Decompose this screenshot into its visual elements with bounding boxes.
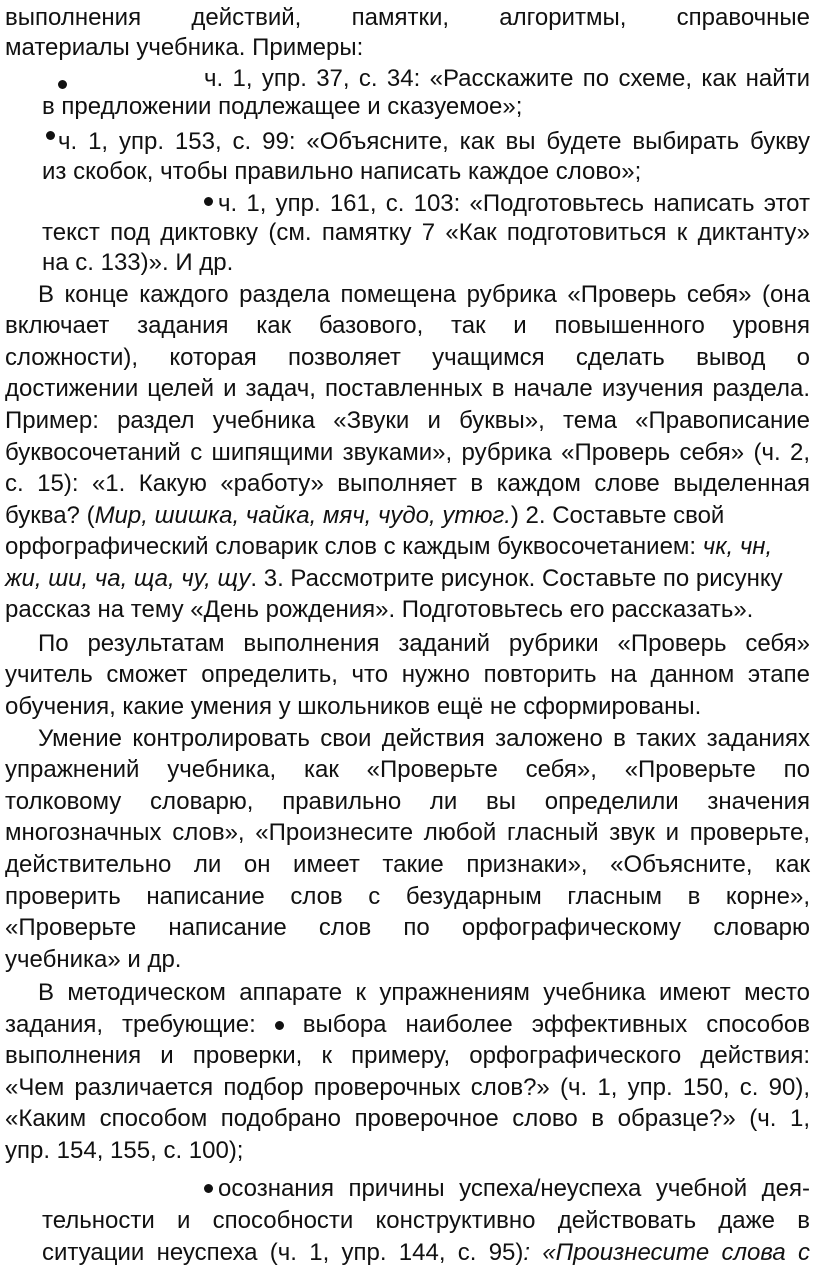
text-line: жи, ши, ча, ща, чу, щу. 3. Рассмотрите рисунок. Составьте по рисунку bbox=[5, 565, 783, 592]
text-line: буквосочетаний с шипящими звуками», рубрика «Проверь себя» (ч. 2, bbox=[5, 439, 810, 466]
text-line: рассказ на тему «День рождения». Подготовьтесь его рассказать». bbox=[5, 596, 754, 623]
text-line: толковому словарю, правильно ли вы определили значения bbox=[5, 788, 810, 815]
text-line: проверить написание слов с безударным гласным в корне», bbox=[5, 883, 810, 910]
text-line: выполнения и проверки, к примеру, орфографического действия: bbox=[5, 1042, 810, 1069]
text-line: Умение контролировать свои действия заложено в таких заданиях bbox=[38, 725, 810, 752]
text-line: многозначных слов», «Произнесите любой гласный звук и проверьте, bbox=[5, 819, 810, 846]
text-line: «Каким способом подобрано проверочное слово в образце?» (ч. 1, bbox=[5, 1105, 810, 1132]
text-line: выполнения действий, памятки, алгоритмы, справочные bbox=[5, 4, 810, 31]
text-line: ситуации неуспеха (ч. 1, упр. 144, с. 95): «Произнесите слова с bbox=[42, 1239, 810, 1266]
text-line: сложности), которая позволяет учащимся сделать вывод о bbox=[5, 344, 810, 371]
bullet-icon bbox=[204, 197, 213, 206]
text-line: учитель сможет определить, что нужно повторить на данном этапе bbox=[5, 661, 810, 688]
bullet-icon bbox=[58, 80, 67, 89]
text-line: орфографический словарик слов с каждым буквосочетанием: чк, чн, bbox=[5, 533, 773, 560]
text-line: тельности и способности конструктивно действовать даже в bbox=[42, 1207, 810, 1234]
text-line: упражнений учебника, как «Проверьте себя», «Проверьте по bbox=[5, 756, 810, 783]
text-line: ч. 1, упр. 161, с. 103: «Подготовьтесь написать этот bbox=[218, 190, 810, 217]
text-line: В методическом аппарате к упражнениям учебника имеют место bbox=[38, 979, 810, 1006]
text-line: действительно ли он имеет такие признаки», «Объясните, как bbox=[5, 851, 810, 878]
text-line: Пример: раздел учебника «Звуки и буквы», тема «Правописание bbox=[5, 407, 810, 434]
text-line: обучения, какие умения у школьников ещё не сформированы. bbox=[5, 693, 702, 720]
bullet-icon bbox=[204, 1184, 213, 1193]
text-line: включает задания как базового, так и повышенного уровня bbox=[5, 312, 810, 339]
text-line: «Проверьте написание слов по орфографическому словарю bbox=[5, 914, 810, 941]
text-line: осознания причины успеха/неуспеха учебной дея- bbox=[218, 1175, 810, 1202]
example-words: Мир, шишка, чайка, мяч, чудо, утюг. bbox=[94, 502, 511, 529]
text-line: По результатам выполнения заданий рубрики «Проверь себя» bbox=[38, 630, 810, 657]
text-line: задания, требующие: выбора наиболее эффективных способов bbox=[5, 1011, 810, 1038]
text-line: В конце каждого раздела помещена рубрика «Проверь себя» (она bbox=[38, 281, 810, 308]
text-line: ч. 1, упр. 37, с. 34: «Расскажите по схеме, как найти bbox=[204, 65, 810, 92]
text-line: «Чем различается подбор проверочных слов?» (ч. 1, упр. 150, с. 90), bbox=[5, 1074, 810, 1101]
bullet-icon bbox=[46, 131, 55, 140]
text-line: в предложении подлежащее и сказуемое»; bbox=[42, 93, 523, 120]
text-line: упр. 154, 155, с. 100); bbox=[5, 1137, 244, 1164]
text-line: буква? (Мир, шишка, чайка, мяч, чудо, утюг.) 2. Составьте свой bbox=[5, 502, 725, 529]
text-line: материалы учебника. Примеры: bbox=[5, 34, 364, 61]
text-line: достижении целей и задач, поставленных в начале изучения раздела. bbox=[5, 375, 810, 402]
text-line: учебника» и др. bbox=[5, 946, 182, 973]
text-line: из скобок, чтобы правильно написать каждое слово»; bbox=[42, 158, 642, 185]
text-line: ч. 1, упр. 153, с. 99: «Объясните, как вы будете выбирать букву bbox=[58, 128, 810, 155]
bullet-icon bbox=[275, 1021, 284, 1030]
text-line: на с. 133)». И др. bbox=[42, 249, 234, 276]
text-line: с. 15): «1. Какую «работу» выполняет в каждом слове выделенная bbox=[5, 470, 810, 497]
text-line: текст под диктовку (см. памятку 7 «Как подготовиться к диктанту» bbox=[42, 219, 810, 246]
